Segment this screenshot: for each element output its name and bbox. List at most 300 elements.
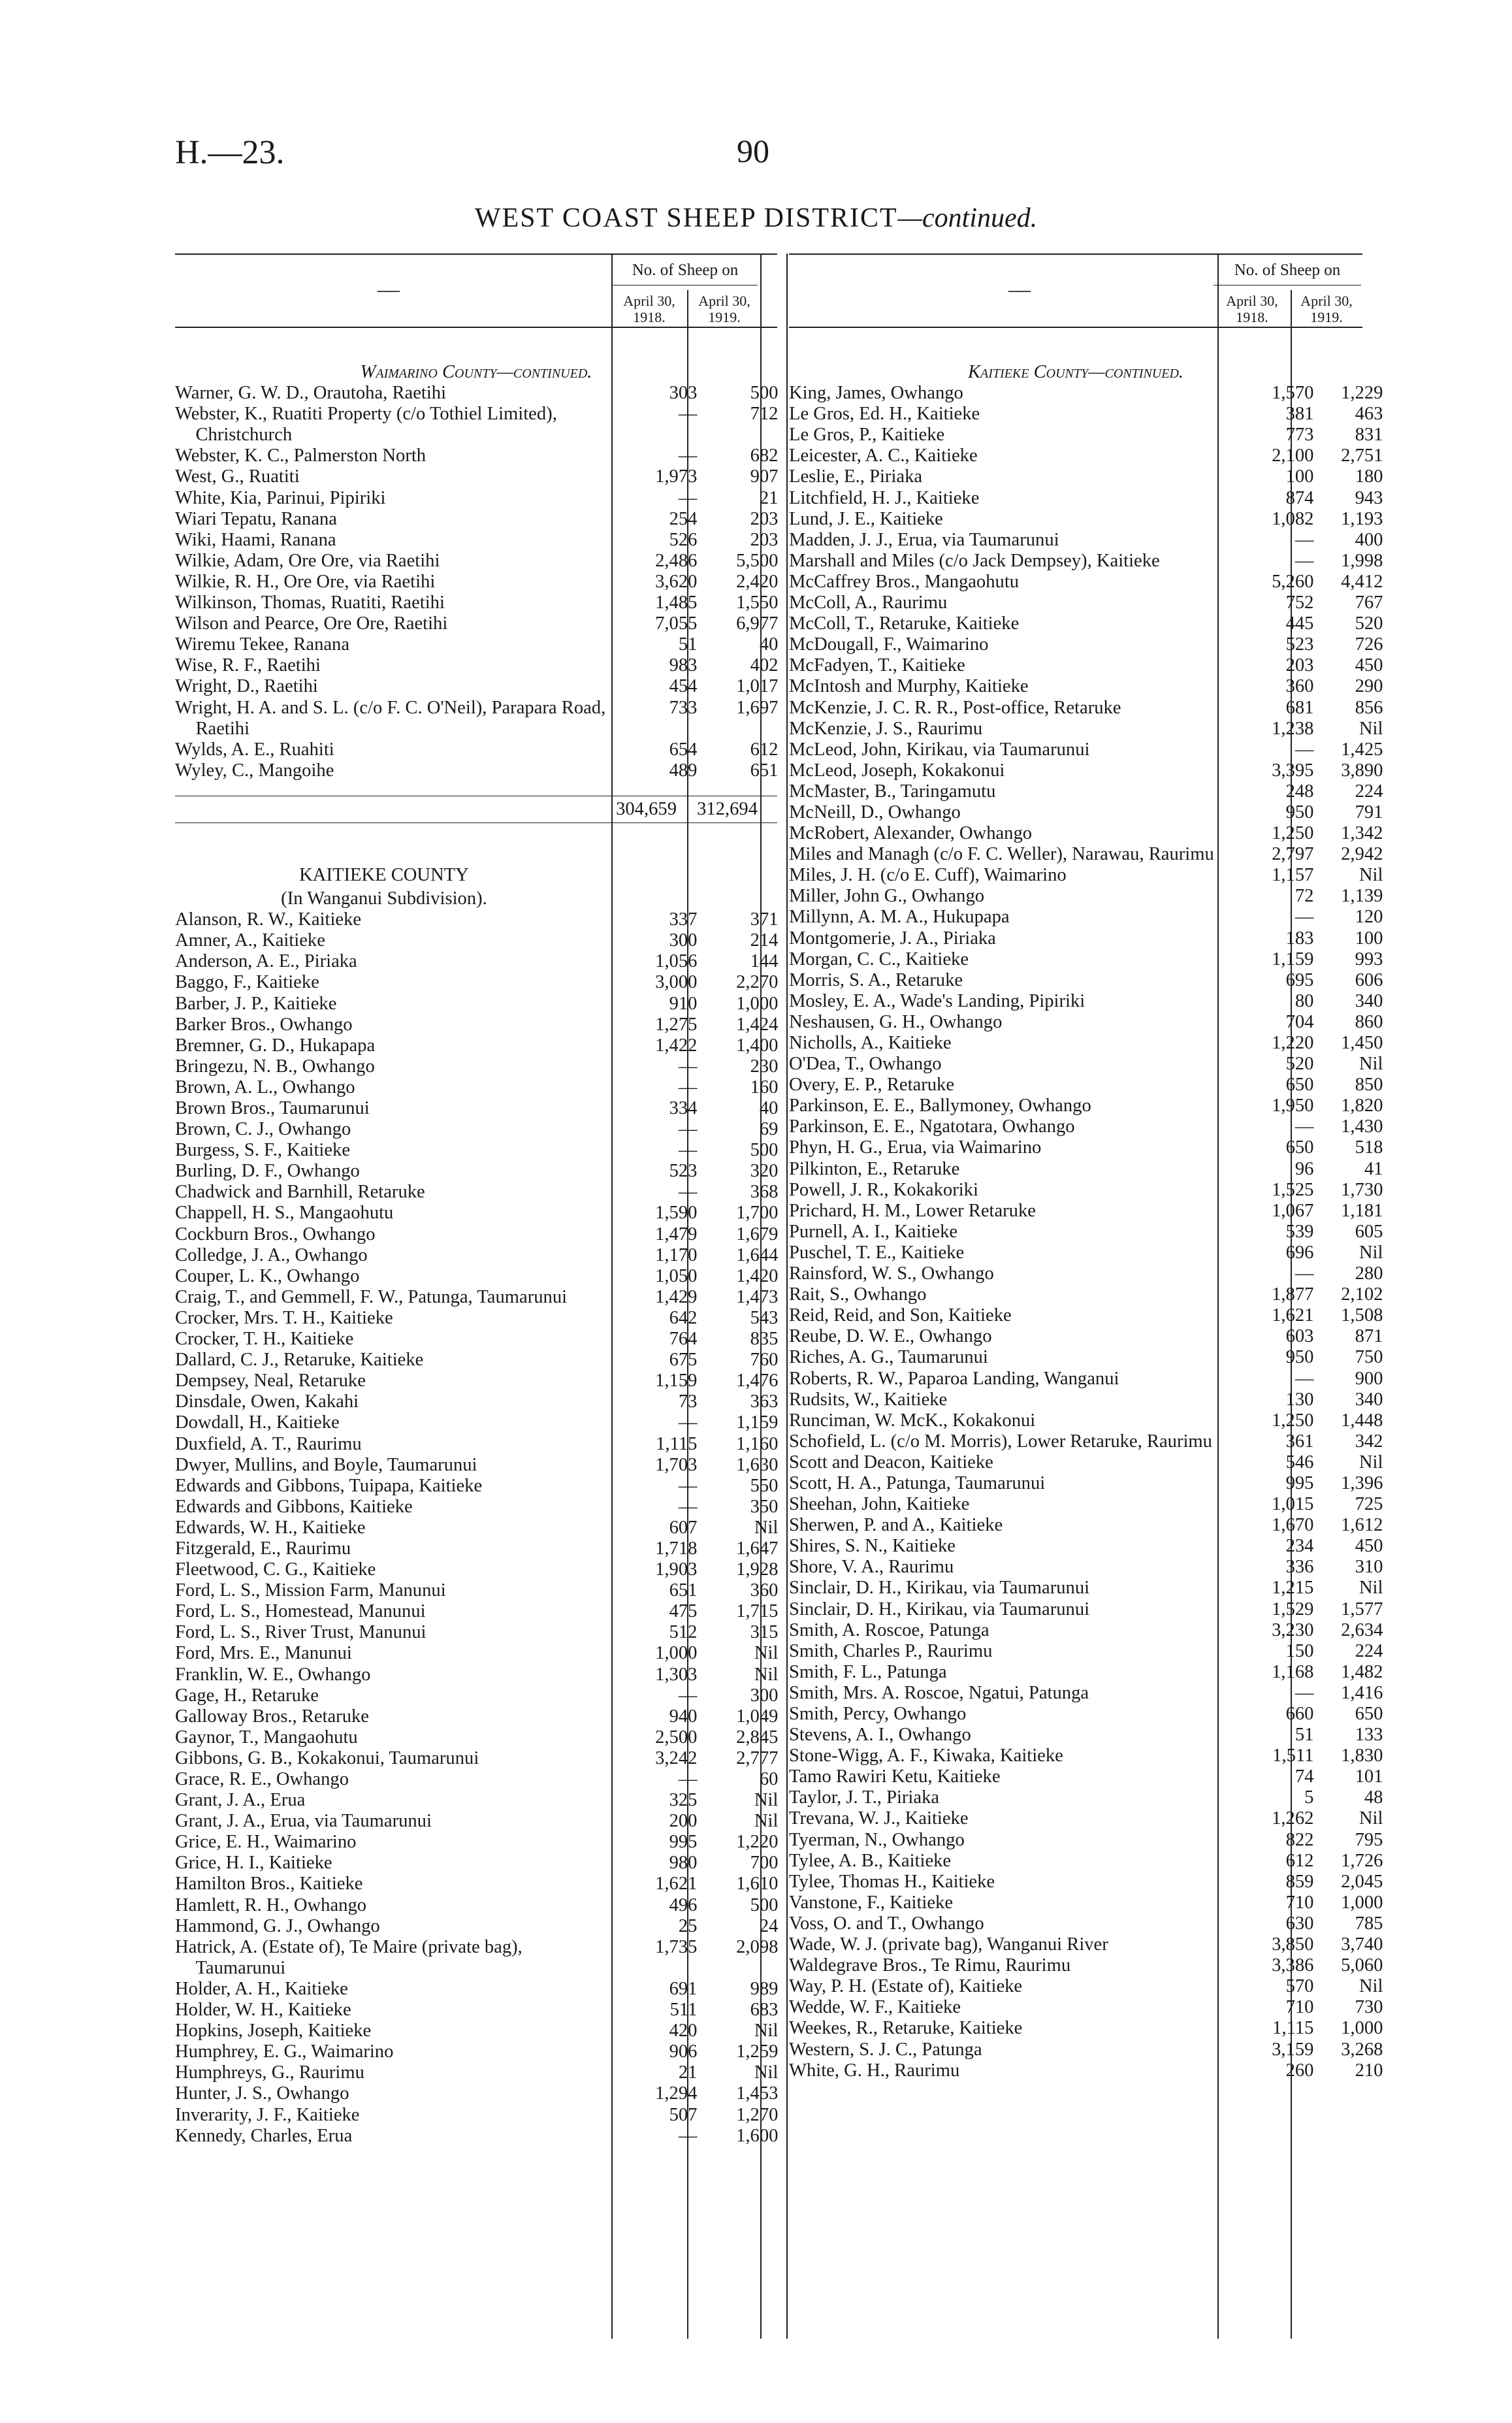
sheep-1918: 1,000 <box>655 1643 698 1664</box>
sheep-1919: Nil <box>1359 1242 1383 1263</box>
table-row <box>789 1746 1383 1766</box>
farmer-name: McNeill, D., Owhango <box>789 802 961 822</box>
sheep-1918: 570 <box>1285 1976 1314 1997</box>
farmer-name: Schofield, L. (c/o M. Morris), Lower Retaruke, Raurimu <box>789 1431 1212 1452</box>
section-title: KAITIEKE COUNTY <box>299 864 469 885</box>
sheep-1918: 507 <box>669 2104 698 2125</box>
sheep-1918: 1,511 <box>1272 1746 1314 1766</box>
table-row <box>175 1140 777 1161</box>
year-1918-header: April 30, 1918. <box>1226 293 1278 325</box>
sheep-1918: 651 <box>669 1580 698 1601</box>
table-row <box>175 1098 777 1119</box>
sheep-1918: — <box>1295 1116 1314 1137</box>
sheep-1918: 523 <box>1285 634 1314 655</box>
table-row <box>175 2021 777 2041</box>
sheep-1919: 1,550 <box>736 593 779 613</box>
table-row <box>789 446 1383 466</box>
sheep-1918: 1,590 <box>655 1203 698 1224</box>
farmer-name: Hunter, J. S., Owhango <box>175 2083 349 2104</box>
sheep-1919: 315 <box>750 1622 779 1643</box>
farmer-name: Duxfield, A. T., Raurimu <box>175 1433 362 1454</box>
sheep-1919: 1,420 <box>736 1265 779 1286</box>
farmer-name: Wiki, Haami, Ranana <box>175 529 336 550</box>
sheep-1918: 51 <box>678 634 698 655</box>
sheep-1918: 983 <box>669 655 698 676</box>
sheep-1919: 6,977 <box>736 613 779 634</box>
farmer-name: Roberts, R. W., Paparoa Landing, Wanganui <box>789 1368 1119 1389</box>
section-title-row <box>175 862 777 886</box>
farmer-name: Vanstone, F., Kaitieke <box>789 1892 954 1913</box>
sheep-1918: 526 <box>669 529 698 550</box>
table-row <box>175 2041 777 2062</box>
farmer-name: Tylee, Thomas H., Kaitieke <box>789 1871 995 1892</box>
sheep-1919: 1,453 <box>736 2083 779 2104</box>
farmer-name: Wilkie, Adam, Ore Ore, via Raetihi <box>175 550 440 571</box>
sheep-1919: Nil <box>1359 1452 1383 1472</box>
sheep-1919: Nil <box>754 1517 779 1538</box>
sheep-1918: 303 <box>669 383 698 404</box>
farmer-name: Reube, D. W. E., Owhango <box>789 1326 992 1347</box>
farmer-name: Purnell, A. I., Kaitieke <box>789 1221 958 1242</box>
sheep-1919: 2,420 <box>736 571 779 592</box>
table-row <box>789 928 1383 949</box>
table-row <box>789 1326 1383 1347</box>
sheep-1919: Nil <box>754 1790 779 1811</box>
farmer-name: Humphrey, E. G., Waimarino <box>175 2041 394 2062</box>
sheep-1919: 1,600 <box>736 2125 779 2146</box>
farmer-name: Miles, J. H. (c/o E. Cuff), Waimarino <box>789 865 1067 886</box>
table-row <box>175 488 777 509</box>
table-row <box>175 572 777 593</box>
sheep-1918: 681 <box>1285 697 1314 718</box>
sheep-1919: 3,890 <box>1341 760 1383 781</box>
sheep-1918: — <box>678 1056 698 1077</box>
sheep-1919: 402 <box>750 655 779 676</box>
table-row <box>175 740 777 760</box>
table-row <box>789 1368 1383 1390</box>
page-title <box>0 203 1512 234</box>
sheep-1918: 1,303 <box>655 1664 698 1685</box>
farmer-name: Riches, A. G., Taumarunui <box>789 1347 988 1368</box>
sheep-1918: — <box>678 404 698 425</box>
sheep-1918: 445 <box>1285 613 1314 634</box>
table-row <box>789 1431 1383 1452</box>
sheep-1918: 200 <box>669 1811 698 1832</box>
sheep-1919: 1,715 <box>736 1601 779 1622</box>
farmer-name: Edwards, W. H., Kaitieke <box>175 1517 366 1538</box>
sheep-1919: 160 <box>750 1077 779 1098</box>
farmer-name: Burgess, S. F., Kaitieke <box>175 1140 351 1161</box>
sheep-1919: 791 <box>1355 802 1383 822</box>
table-row <box>175 1497 777 1518</box>
sheep-1918: 130 <box>1285 1389 1314 1410</box>
sheep-1919: 1,000 <box>1341 1892 1383 1913</box>
sheep-1919: 5,060 <box>1341 1955 1383 1976</box>
sheep-1918: 489 <box>669 760 698 781</box>
sheep-1918: — <box>678 1769 698 1789</box>
sheep-1919: 1,612 <box>1341 1515 1383 1536</box>
farmer-name: Barker Bros., Owhango <box>175 1014 353 1035</box>
sheep-1918: 73 <box>678 1391 698 1412</box>
sheep-1918: — <box>1295 1263 1314 1284</box>
sheep-1918: 2,797 <box>1272 844 1314 865</box>
table-row <box>789 550 1383 572</box>
farmer-name: Lund, J. E., Kaitieke <box>789 508 943 529</box>
sheep-1918: 995 <box>1285 1472 1314 1493</box>
table-row <box>789 886 1383 907</box>
sheep-1918: 512 <box>669 1622 698 1643</box>
farmer-name: Litchfield, H. J., Kaitieke <box>789 487 980 508</box>
farmer-name: McLeod, John, Kirikau, via Taumarunui <box>789 739 1090 760</box>
farmer-name: Amner, A., Kaitieke <box>175 930 325 951</box>
sheep-1918: 1,159 <box>1272 949 1314 969</box>
farmer-name: Galloway Bros., Retaruke <box>175 1706 369 1727</box>
farmer-name: Leicester, A. C., Kaitieke <box>789 446 978 466</box>
table-row <box>175 1538 777 1559</box>
sheep-1919: 214 <box>750 930 779 951</box>
sheep-1919: 310 <box>1355 1557 1383 1578</box>
sheep-1918: 650 <box>1285 1075 1314 1096</box>
sheep-1919: 650 <box>1355 1704 1383 1724</box>
sheep-1918: 3,230 <box>1272 1619 1314 1640</box>
table-row <box>789 1494 1383 1515</box>
farmer-name: Burling, D. F., Owhango <box>175 1161 360 1182</box>
table-row <box>175 1371 777 1391</box>
sheep-1918: 1,621 <box>1272 1305 1314 1326</box>
left-table <box>175 248 777 2339</box>
sheep-1918: 630 <box>1285 1913 1314 1934</box>
farmer-name: Rudsits, W., Kaitieke <box>789 1389 948 1410</box>
sheep-1919: 60 <box>759 1769 779 1789</box>
sheep-1919: 1,830 <box>1341 1746 1383 1766</box>
sheep-1918: 337 <box>669 909 698 930</box>
sheep-1918: 3,620 <box>655 571 698 592</box>
sheep-1918: 950 <box>1285 1347 1314 1368</box>
farmer-name: Craig, T., and Gemmell, F. W., Patunga, Taumarunui <box>175 1286 568 1307</box>
table-row <box>789 1305 1383 1326</box>
farmer-name: Stone-Wigg, A. F., Kiwaka, Kaitieke <box>789 1746 1063 1766</box>
sheep-1919: 368 <box>750 1182 779 1203</box>
sheep-1919: 1,270 <box>736 2104 779 2125</box>
farmer-name: Morris, S. A., Retaruke <box>789 969 963 990</box>
table-row <box>175 909 777 930</box>
table-row <box>175 951 777 972</box>
sheep-1919: 900 <box>1355 1368 1383 1389</box>
farmer-name: Wise, R. F., Raetihi <box>175 655 321 676</box>
sheep-1919: 340 <box>1355 990 1383 1011</box>
table-row <box>789 1997 1383 2018</box>
farmer-name: Montgomerie, J. A., Piriaka <box>789 928 996 949</box>
sheep-1918: 511 <box>669 2000 698 2021</box>
sheep-1919: 730 <box>1355 1997 1383 2018</box>
table-row <box>175 1979 777 2000</box>
table-row <box>789 1452 1383 1473</box>
farmer-name: McRobert, Alexander, Owhango <box>789 823 1033 844</box>
farmer-name: Phyn, H. G., Erua, via Waimarino <box>789 1137 1042 1158</box>
sheep-1918: 1,877 <box>1272 1284 1314 1305</box>
sheep-1919: 363 <box>750 1391 779 1412</box>
sheep-1919: 1,000 <box>1341 2018 1383 2039</box>
sheep-1918: 612 <box>1285 1850 1314 1871</box>
sheep-1919: 682 <box>750 446 779 466</box>
year-1918-header: April 30, 1918. <box>623 293 675 325</box>
table-row <box>789 425 1383 446</box>
table-row <box>789 1242 1383 1263</box>
sheep-1919: 1,482 <box>1341 1661 1383 1682</box>
table-row <box>789 676 1383 697</box>
farmer-name: Smith, Mrs. A. Roscoe, Ngatui, Patunga <box>789 1682 1089 1703</box>
sheep-1919: 101 <box>1355 1766 1383 1787</box>
sheep-1918: — <box>678 1077 698 1098</box>
sheep-1918: — <box>1295 550 1314 571</box>
sheep-1918: — <box>1295 739 1314 760</box>
farmer-name: Wiremu Tekee, Ranana <box>175 634 350 655</box>
section-heading: Waimarino County—continued. <box>360 362 592 382</box>
farmer-name: Ford, L. S., River Trust, Manunui <box>175 1622 426 1643</box>
sheep-1919: 1,473 <box>736 1286 779 1307</box>
table-row <box>175 1580 777 1601</box>
table-row <box>175 2000 777 2021</box>
table-row <box>175 1203 777 1224</box>
farmer-name: Waldegrave Bros., Te Rimu, Raurimu <box>789 1955 1071 1976</box>
sheep-1919: 1,644 <box>736 1244 779 1265</box>
table-row <box>789 1578 1383 1599</box>
sheep-1919: 1,159 <box>736 1412 779 1433</box>
farmer-name: McLeod, Joseph, Kokakonui <box>789 760 1005 781</box>
farmer-name: Kennedy, Charles, Erua <box>175 2125 353 2146</box>
table-row <box>175 1769 777 1790</box>
farmer-name: Grant, J. A., Erua <box>175 1790 306 1811</box>
farmer-name: White, Kia, Parinui, Pipiriki <box>175 487 386 508</box>
table-row <box>789 1704 1383 1725</box>
sheep-1918: 940 <box>669 1706 698 1727</box>
farmer-name: Hammond, G. J., Owhango <box>175 1915 380 1936</box>
table-row <box>789 907 1383 928</box>
column-rule <box>786 253 788 2339</box>
sheep-1918: 1,159 <box>655 1371 698 1391</box>
table-row <box>789 1137 1383 1158</box>
sheep-1919: 500 <box>750 383 779 404</box>
sheep-1918: 1,015 <box>1272 1494 1314 1515</box>
farmer-name: Western, S. J. C., Patunga <box>789 2039 982 2060</box>
sheep-1919: 683 <box>750 2000 779 2021</box>
sheep-1919: 750 <box>1355 1347 1383 1368</box>
sheep-1919: 24 <box>759 1915 779 1936</box>
sheep-1918: 325 <box>669 1790 698 1811</box>
farmer-name: Webster, K. C., Palmerston North <box>175 446 426 466</box>
table-row <box>175 1601 777 1622</box>
total-1919: 312,694 <box>697 798 758 819</box>
table-row <box>175 1224 777 1245</box>
sheep-1918: — <box>678 1496 698 1517</box>
sheep-1918: 1,422 <box>655 1035 698 1056</box>
farmer-name: Sinclair, D. H., Kirikau, via Taumarunui <box>789 1599 1090 1619</box>
table-row <box>789 1829 1383 1851</box>
table-row <box>789 823 1383 844</box>
table-row <box>789 634 1383 655</box>
sheep-1918: 1,215 <box>1272 1578 1314 1599</box>
sheep-1919: 4,412 <box>1341 571 1383 592</box>
farmer-name: Sinclair, D. H., Kirikau, via Taumarunui <box>789 1578 1090 1599</box>
farmer-name: Gibbons, G. B., Kokakonui, Taumarunui <box>175 1748 479 1768</box>
sheep-1919: 1,139 <box>1341 886 1383 907</box>
sheep-1919: 907 <box>750 466 779 487</box>
farmer-name: Parkinson, E. E., Ngatotara, Owhango <box>789 1116 1075 1137</box>
table-row <box>175 1643 777 1664</box>
farmer-name: McKenzie, J. S., Raurimu <box>789 718 983 739</box>
sheep-1918: 496 <box>669 1894 698 1915</box>
section-subtitle: (In Wanganui Subdivision). <box>281 888 487 909</box>
sheep-count-header: No. of Sheep on <box>1214 260 1361 285</box>
table-row <box>175 530 777 551</box>
sheep-1919: 290 <box>1355 676 1383 697</box>
sheep-1918: 3,242 <box>655 1748 698 1768</box>
sheep-1918: 1,903 <box>655 1559 698 1580</box>
sheep-1918: 150 <box>1285 1640 1314 1661</box>
farmer-name: Rainsford, W. S., Owhango <box>789 1263 994 1284</box>
farmer-name: Smith, F. L., Patunga <box>789 1661 947 1682</box>
sheep-1919: 120 <box>1355 907 1383 928</box>
sheep-1918: 381 <box>1285 404 1314 425</box>
sheep-1919: 1,160 <box>736 1433 779 1454</box>
sheep-1919: 2,102 <box>1341 1284 1383 1305</box>
table-row <box>175 676 777 697</box>
farmer-name: Bringezu, N. B., Owhango <box>175 1056 375 1077</box>
sheep-1919: 712 <box>750 404 779 425</box>
farmer-name: Brown, A. L., Owhango <box>175 1077 355 1098</box>
sheep-1919: 1,430 <box>1341 1116 1383 1137</box>
table-row <box>175 1853 777 1874</box>
table-row <box>175 1412 777 1433</box>
table-row <box>175 1476 777 1497</box>
farmer-name: Baggo, F., Kaitieke <box>175 972 319 993</box>
sheep-1919: 1,647 <box>736 1538 779 1559</box>
table-row <box>789 2039 1383 2060</box>
table-row <box>789 1536 1383 1557</box>
table-row <box>789 383 1383 404</box>
sheep-1918: 260 <box>1285 2060 1314 2081</box>
sheep-1919: 1,000 <box>736 993 779 1014</box>
table-row <box>175 760 777 781</box>
table-row <box>175 1350 777 1371</box>
sheep-1918: 1,735 <box>655 1936 698 1957</box>
farmer-name: Shires, S. N., Kaitieke <box>789 1536 956 1557</box>
sheep-1919: 1,610 <box>736 1874 779 1894</box>
farmer-name: Smith, Charles P., Raurimu <box>789 1640 993 1661</box>
table-row <box>789 760 1383 781</box>
sheep-1918: 654 <box>669 739 698 760</box>
sheep-1918: 3,159 <box>1272 2039 1314 2060</box>
sheep-1919: 850 <box>1355 1075 1383 1096</box>
table-row <box>175 2126 777 2147</box>
farmer-name: Pilkinton, E., Retaruke <box>789 1158 960 1179</box>
sheep-1918: 1,082 <box>1272 508 1314 529</box>
right-table-body <box>789 359 1383 2081</box>
sheep-1919: 230 <box>750 1056 779 1077</box>
table-row <box>175 1518 777 1538</box>
sheep-1919: 860 <box>1355 1011 1383 1032</box>
section-subtitle-row <box>175 886 777 909</box>
sheep-1918: 874 <box>1285 487 1314 508</box>
sheep-1918: 454 <box>669 676 698 697</box>
sheep-1918: 3,000 <box>655 972 698 993</box>
sheep-1919: 1,424 <box>736 1014 779 1035</box>
sheep-1919: 989 <box>750 1978 779 1999</box>
farmer-name: Neshausen, G. H., Owhango <box>789 1011 1003 1032</box>
farmer-name: Warner, G. W. D., Orautoha, Raetihi <box>175 383 447 404</box>
farmer-name: Wedde, W. F., Kaitieke <box>789 1997 961 2018</box>
farmer-name: Anderson, A. E., Piriaka <box>175 951 357 972</box>
table-row <box>789 1200 1383 1222</box>
sheep-1919: Nil <box>1359 718 1383 739</box>
sheep-1918: 607 <box>669 1517 698 1538</box>
table-row <box>789 1075 1383 1096</box>
sheep-1918: 1,275 <box>655 1014 698 1035</box>
farmer-name: Dempsey, Neal, Retaruke <box>175 1371 366 1391</box>
table-row <box>175 1874 777 1894</box>
sheep-1919: 224 <box>1355 1640 1383 1661</box>
table-row <box>175 930 777 951</box>
sheep-1918: 1,703 <box>655 1454 698 1475</box>
sheep-1919: 2,045 <box>1341 1871 1383 1892</box>
sheep-1918: 300 <box>669 930 698 951</box>
sheep-1919: 2,942 <box>1341 844 1383 865</box>
table-row <box>175 509 777 530</box>
sheep-1918: 3,395 <box>1272 760 1314 781</box>
sheep-1919: 2,777 <box>736 1748 779 1768</box>
table-row <box>789 1955 1383 1976</box>
table-row <box>175 2062 777 2083</box>
table-row <box>789 487 1383 509</box>
table-row <box>175 634 777 655</box>
table-row <box>175 1056 777 1077</box>
farmer-name: McKenzie, J. C. R. R., Post-office, Retaruke <box>789 697 1121 718</box>
farmer-name: Wilson and Pearce, Ore Ore, Raetihi <box>175 613 448 634</box>
sheep-1919: 520 <box>1355 613 1383 634</box>
sheep-1918: — <box>678 2125 698 2146</box>
farmer-name: Grice, E. H., Waimarino <box>175 1832 357 1853</box>
farmer-name: Grice, H. I., Kaitieke <box>175 1853 332 1874</box>
farmer-name: Reid, Reid, and Son, Kaitieke <box>789 1305 1012 1326</box>
farmer-name: Brown, C. J., Owhango <box>175 1119 351 1140</box>
sheep-1919: 700 <box>750 1853 779 1874</box>
farmer-name: Edwards and Gibbons, Tuipapa, Kaitieke <box>175 1475 483 1496</box>
table-row <box>789 1850 1383 1872</box>
farmer-name: Rait, S., Owhango <box>789 1284 927 1305</box>
table-row <box>789 1221 1383 1243</box>
table-row <box>789 969 1383 991</box>
table-row <box>789 1725 1383 1746</box>
farmer-name: Grant, J. A., Erua, via Taumarunui <box>175 1811 432 1832</box>
table-row <box>175 2083 777 2104</box>
table-row <box>789 865 1383 886</box>
sheep-1918: 906 <box>669 2041 698 2062</box>
sheep-1918: 334 <box>669 1098 698 1118</box>
sheep-1918: 1,294 <box>655 2083 698 2104</box>
table-row <box>789 1557 1383 1578</box>
totals-row <box>175 796 777 823</box>
table-row <box>789 655 1383 676</box>
table-row <box>789 1808 1383 1829</box>
sheep-1919: 651 <box>750 760 779 781</box>
sheep-1919: 871 <box>1355 1326 1383 1347</box>
sheep-1919: 1,229 <box>1341 383 1383 404</box>
sheep-1919: 180 <box>1355 466 1383 487</box>
sheep-1918: 2,500 <box>655 1727 698 1748</box>
table-row <box>175 1832 777 1853</box>
table-row <box>175 1434 777 1455</box>
farmer-name: O'Dea, T., Owhango <box>789 1054 942 1075</box>
